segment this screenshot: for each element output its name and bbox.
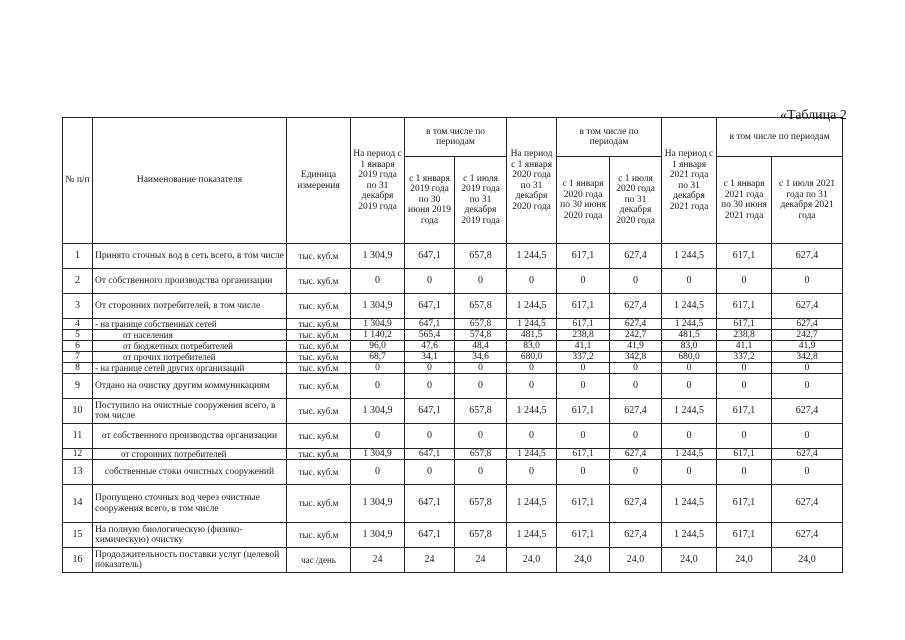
table-row [63, 319, 843, 330]
row-name: Принято сточных вод в сеть всего, в том числе [93, 244, 287, 269]
value-2019-h2: 0 [455, 424, 507, 449]
value-2021-h2: 0 [772, 460, 843, 485]
value-2019-h2: 0 [455, 374, 507, 399]
value-2021-h1: 0 [717, 460, 772, 485]
row-unit: тыс. куб.м [287, 319, 351, 330]
row-unit: тыс. куб.м [287, 485, 351, 523]
value-2021-total: 1 244,5 [662, 244, 717, 269]
table-caption: «Таблица 2 [780, 108, 847, 123]
value-2019-h1: 647,1 [405, 523, 455, 548]
value-2021-total: 1 244,5 [662, 449, 717, 460]
value-2020-h2: 0 [610, 424, 662, 449]
value-2020-h1: 617,1 [557, 485, 610, 523]
value-2019-h2: 657,8 [455, 244, 507, 269]
value-2020-total: 1 244,5 [507, 523, 557, 548]
row-number: 16 [63, 548, 93, 573]
value-2021-h2: 342,8 [772, 352, 843, 363]
row-unit: тыс. куб.м [287, 449, 351, 460]
value-2021-total: 24,0 [662, 548, 717, 573]
value-2021-h2: 0 [772, 363, 843, 374]
value-2019-total: 0 [351, 269, 405, 294]
row-name: От собственного производства организации [93, 269, 287, 294]
value-2020-total: 83,0 [507, 341, 557, 352]
row-unit: тыс. куб.м [287, 363, 351, 374]
value-2020-h2: 627,4 [610, 244, 662, 269]
row-unit: тыс. куб.м [287, 374, 351, 399]
value-2019-h2: 657,8 [455, 294, 507, 319]
value-2020-total: 1 244,5 [507, 485, 557, 523]
header-2019-total: На период с 1 января 2019 года по 31 декабря 2019 года [351, 118, 405, 244]
row-unit: тыс. куб.м [287, 341, 351, 352]
value-2021-h1: 617,1 [717, 319, 772, 330]
value-2020-total: 481,5 [507, 330, 557, 341]
value-2020-h2: 627,4 [610, 523, 662, 548]
row-unit: тыс. куб.м [287, 244, 351, 269]
value-2019-total: 0 [351, 374, 405, 399]
table-row [63, 341, 843, 352]
table-row [63, 374, 843, 399]
value-2021-h1: 0 [717, 374, 772, 399]
value-2019-h2: 657,8 [455, 485, 507, 523]
value-2021-total: 0 [662, 460, 717, 485]
value-2021-h1: 24,0 [717, 548, 772, 573]
row-number: 7 [63, 352, 93, 363]
value-2019-h1: 647,1 [405, 485, 455, 523]
table-row [63, 523, 843, 548]
value-2021-total: 1 244,5 [662, 523, 717, 548]
value-2021-h2: 627,4 [772, 449, 843, 460]
value-2020-h2: 627,4 [610, 449, 662, 460]
value-2019-total: 96,0 [351, 341, 405, 352]
value-2019-h2: 657,8 [455, 319, 507, 330]
value-2019-h2: 0 [455, 363, 507, 374]
header-2020-total: На период с 1 января 2020 года по 31 декабря 2020 года [507, 118, 557, 244]
table-row [63, 424, 843, 449]
row-number: 9 [63, 374, 93, 399]
value-2020-h2: 342,8 [610, 352, 662, 363]
value-2020-total: 0 [507, 269, 557, 294]
value-2021-total: 1 244,5 [662, 294, 717, 319]
value-2020-h1: 24,0 [557, 548, 610, 573]
value-2020-h1: 617,1 [557, 244, 610, 269]
value-2019-total: 1 304,9 [351, 319, 405, 330]
value-2021-h2: 0 [772, 424, 843, 449]
value-2021-total: 481,5 [662, 330, 717, 341]
row-name: - на границе сетей других организаций [93, 363, 287, 374]
value-2019-h1: 647,1 [405, 449, 455, 460]
value-2019-h2: 24 [455, 548, 507, 573]
value-2020-total: 1 244,5 [507, 399, 557, 424]
value-2019-h2: 0 [455, 269, 507, 294]
value-2021-h2: 627,4 [772, 244, 843, 269]
value-2020-total: 0 [507, 363, 557, 374]
value-2019-total: 1 304,9 [351, 294, 405, 319]
row-number: 3 [63, 294, 93, 319]
value-2019-h1: 565,4 [405, 330, 455, 341]
value-2020-total: 0 [507, 424, 557, 449]
table-row [63, 352, 843, 363]
row-name: от сторонних потребителей [93, 449, 287, 460]
value-2021-h1: 617,1 [717, 399, 772, 424]
header-2021-h1: с 1 января 2021 года по 30 июня 2021 года [717, 157, 772, 244]
value-2019-h1: 0 [405, 363, 455, 374]
value-2019-h1: 0 [405, 424, 455, 449]
row-unit: тыс. куб.м [287, 523, 351, 548]
value-2019-total: 0 [351, 460, 405, 485]
value-2020-h1: 617,1 [557, 319, 610, 330]
value-2019-h1: 0 [405, 269, 455, 294]
value-2019-h1: 647,1 [405, 399, 455, 424]
row-unit: час /день [287, 548, 351, 573]
value-2019-total: 0 [351, 363, 405, 374]
value-2019-h1: 647,1 [405, 294, 455, 319]
row-unit: тыс. куб.м [287, 294, 351, 319]
value-2020-h1: 617,1 [557, 449, 610, 460]
row-number: 4 [63, 319, 93, 330]
table-row [63, 330, 843, 341]
value-2020-total: 1 244,5 [507, 294, 557, 319]
value-2020-h2: 627,4 [610, 399, 662, 424]
value-2020-h1: 617,1 [557, 523, 610, 548]
value-2020-h1: 337,2 [557, 352, 610, 363]
row-name: Отдано на очистку другим коммуникациям [93, 374, 287, 399]
value-2019-h2: 657,8 [455, 449, 507, 460]
row-number: 14 [63, 485, 93, 523]
row-name: Поступило на очистные сооружения всего, в том числе [93, 399, 287, 424]
value-2020-total: 1 244,5 [507, 319, 557, 330]
value-2021-total: 0 [662, 363, 717, 374]
row-number: 15 [63, 523, 93, 548]
table-row [63, 399, 843, 424]
value-2019-total: 1 304,9 [351, 399, 405, 424]
value-2020-h2: 627,4 [610, 294, 662, 319]
header-2019-h2: с 1 июля 2019 года по 31 декабря 2019 года [455, 157, 507, 244]
row-unit: тыс. куб.м [287, 460, 351, 485]
header-2019-group: в том числе по периодам [405, 118, 507, 157]
value-2019-h1: 647,1 [405, 319, 455, 330]
value-2021-h2: 24,0 [772, 548, 843, 573]
value-2021-h2: 627,4 [772, 294, 843, 319]
table-row [63, 485, 843, 523]
header-2020-h2: с 1 июля 2020 года по 31 декабря 2020 года [610, 157, 662, 244]
header-col-unit: Единица измерения [287, 118, 351, 244]
value-2019-h1: 0 [405, 374, 455, 399]
row-number: 1 [63, 244, 93, 269]
value-2020-h1: 0 [557, 363, 610, 374]
row-name: Продолжительность поставки услуг (целевой показатель) [93, 548, 287, 573]
table-row [63, 449, 843, 460]
table-row [63, 548, 843, 573]
value-2021-total: 1 244,5 [662, 485, 717, 523]
value-2020-h2: 0 [610, 269, 662, 294]
value-2021-h2: 41,9 [772, 341, 843, 352]
value-2020-h1: 617,1 [557, 294, 610, 319]
header-col-no: № п/п [63, 118, 93, 244]
value-2021-total: 1 244,5 [662, 399, 717, 424]
value-2019-total: 1 140,2 [351, 330, 405, 341]
table-row [63, 269, 843, 294]
header-row-1 [63, 118, 843, 157]
value-2019-total: 24 [351, 548, 405, 573]
value-2021-h1: 617,1 [717, 294, 772, 319]
value-2021-h2: 627,4 [772, 319, 843, 330]
value-2020-total: 0 [507, 460, 557, 485]
header-col-name: Наименование показателя [93, 118, 287, 244]
value-2020-total: 1 244,5 [507, 449, 557, 460]
value-2020-h1: 238,8 [557, 330, 610, 341]
row-name: от бюджетных потребителей [93, 341, 287, 352]
row-name: Пропущено сточных вод через очистные сооружения всего, в том числе [93, 485, 287, 523]
row-unit: тыс. куб.м [287, 424, 351, 449]
value-2020-total: 0 [507, 374, 557, 399]
value-2021-h1: 0 [717, 269, 772, 294]
value-2020-h1: 41,1 [557, 341, 610, 352]
value-2021-h1: 617,1 [717, 449, 772, 460]
table-row [63, 363, 843, 374]
header-2019-h1: с 1 января 2019 года по 30 июня 2019 года [405, 157, 455, 244]
row-number: 2 [63, 269, 93, 294]
row-number: 5 [63, 330, 93, 341]
table-row [63, 294, 843, 319]
value-2019-h1: 47,6 [405, 341, 455, 352]
value-2021-h2: 0 [772, 374, 843, 399]
value-2019-h2: 657,8 [455, 399, 507, 424]
value-2019-h1: 24 [405, 548, 455, 573]
value-2021-total: 0 [662, 424, 717, 449]
row-unit: тыс. куб.м [287, 269, 351, 294]
row-number: 10 [63, 399, 93, 424]
value-2019-h2: 48,4 [455, 341, 507, 352]
value-2019-total: 68,7 [351, 352, 405, 363]
value-2021-h2: 627,4 [772, 399, 843, 424]
header-2021-group: в том числе по периодам [717, 118, 843, 157]
value-2019-h2: 657,8 [455, 523, 507, 548]
value-2020-h2: 627,4 [610, 485, 662, 523]
row-unit: тыс. куб.м [287, 352, 351, 363]
value-2020-h2: 242,7 [610, 330, 662, 341]
row-name: На полную биологическую (физико-химическую) очистку [93, 523, 287, 548]
value-2020-h1: 0 [557, 374, 610, 399]
value-2020-h2: 0 [610, 363, 662, 374]
value-2021-h1: 238,8 [717, 330, 772, 341]
value-2021-total: 83,0 [662, 341, 717, 352]
row-unit: тыс. куб.м [287, 399, 351, 424]
row-number: 6 [63, 341, 93, 352]
value-2021-h1: 617,1 [717, 244, 772, 269]
row-name: собственные стоки очистных сооружений [93, 460, 287, 485]
value-2020-h1: 0 [557, 424, 610, 449]
value-2020-h2: 0 [610, 460, 662, 485]
header-2020-h1: с 1 января 2020 года по 30 июня 2020 года [557, 157, 610, 244]
value-2021-h1: 337,2 [717, 352, 772, 363]
value-2019-h1: 34,1 [405, 352, 455, 363]
value-2021-h1: 41,1 [717, 341, 772, 352]
value-2020-h2: 0 [610, 374, 662, 399]
value-2021-h2: 627,4 [772, 523, 843, 548]
row-name: от собственного производства организации [93, 424, 287, 449]
value-2021-h2: 242,7 [772, 330, 843, 341]
row-unit: тыс. куб.м [287, 330, 351, 341]
table-row [63, 460, 843, 485]
value-2021-total: 0 [662, 269, 717, 294]
value-2021-h1: 0 [717, 363, 772, 374]
value-2020-total: 680,0 [507, 352, 557, 363]
value-2020-h2: 41,9 [610, 341, 662, 352]
table-row [63, 244, 843, 269]
value-2020-h2: 627,4 [610, 319, 662, 330]
value-2019-total: 1 304,9 [351, 244, 405, 269]
row-number: 12 [63, 449, 93, 460]
row-name: - на границе собственных сетей [93, 319, 287, 330]
value-2019-total: 1 304,9 [351, 523, 405, 548]
value-2019-h1: 0 [405, 460, 455, 485]
row-number: 11 [63, 424, 93, 449]
row-name: от населения [93, 330, 287, 341]
value-2021-h2: 0 [772, 269, 843, 294]
value-2021-h1: 617,1 [717, 523, 772, 548]
wastewater-indicators-table [62, 117, 843, 573]
value-2021-h2: 627,4 [772, 485, 843, 523]
value-2019-total: 1 304,9 [351, 485, 405, 523]
value-2019-h2: 574,8 [455, 330, 507, 341]
header-2021-total: На период с 1 января 2021 года по 31 декабря 2021 года [662, 118, 717, 244]
value-2019-h2: 34,6 [455, 352, 507, 363]
value-2021-total: 0 [662, 374, 717, 399]
header-2021-h2: с 1 июля 2021 года по 31 декабря 2021 года [772, 157, 843, 244]
value-2020-h1: 0 [557, 269, 610, 294]
row-name: от прочих потребителей [93, 352, 287, 363]
row-name: От сторонних потребителей, в том числе [93, 294, 287, 319]
value-2020-h1: 0 [557, 460, 610, 485]
row-number: 8 [63, 363, 93, 374]
value-2019-h1: 647,1 [405, 244, 455, 269]
value-2019-total: 1 304,9 [351, 449, 405, 460]
header-2020-group: в том числе по периодам [557, 118, 662, 157]
row-number: 13 [63, 460, 93, 485]
value-2021-total: 1 244,5 [662, 319, 717, 330]
value-2019-h2: 0 [455, 460, 507, 485]
value-2021-total: 680,0 [662, 352, 717, 363]
value-2020-h1: 617,1 [557, 399, 610, 424]
value-2021-h1: 0 [717, 424, 772, 449]
value-2020-total: 24,0 [507, 548, 557, 573]
value-2020-h2: 24,0 [610, 548, 662, 573]
value-2020-total: 1 244,5 [507, 244, 557, 269]
value-2019-total: 0 [351, 424, 405, 449]
value-2021-h1: 617,1 [717, 485, 772, 523]
